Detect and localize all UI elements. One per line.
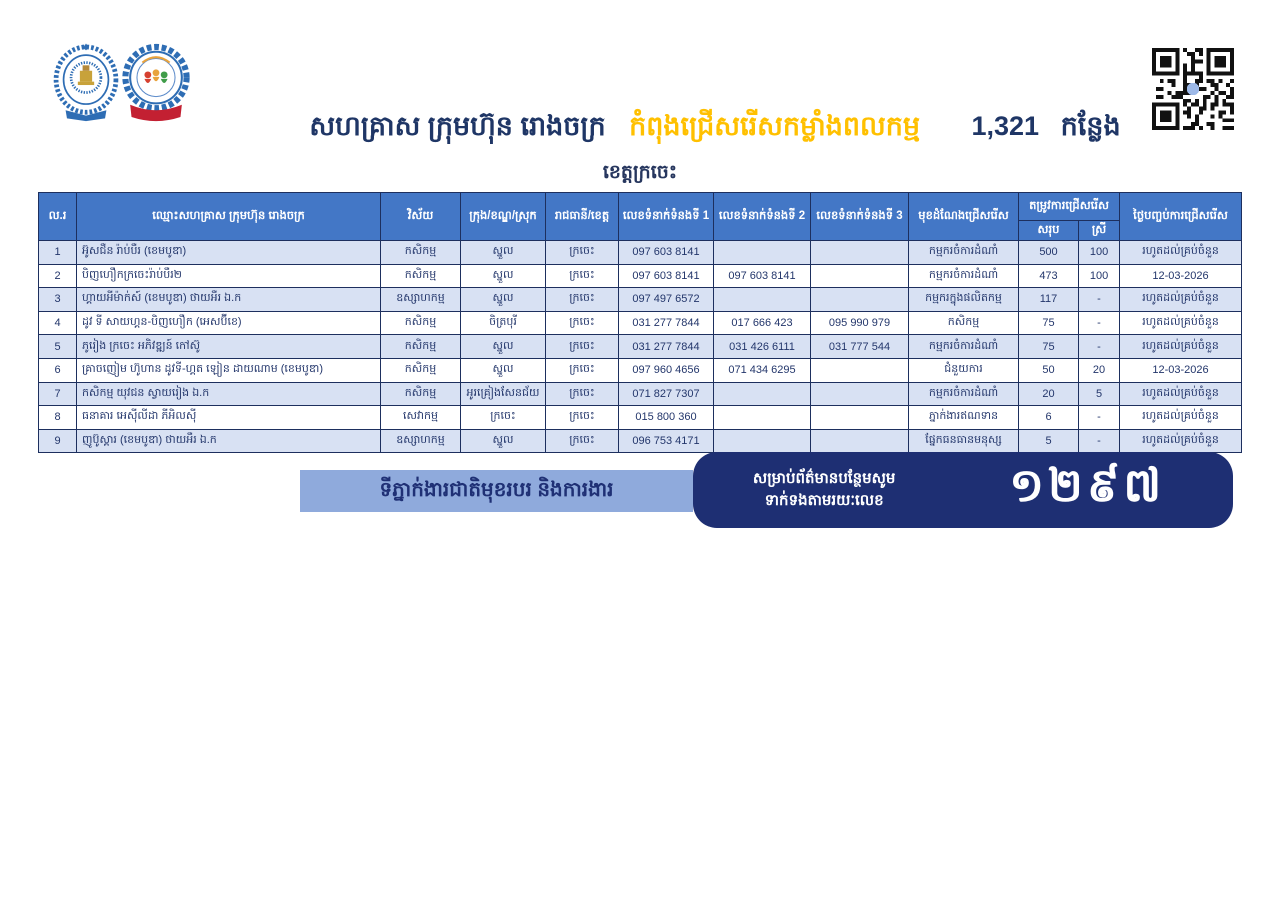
cell-deadline: រហូតដល់គ្រប់ចំនួន <box>1120 429 1242 453</box>
cell-district: ស្នួល <box>461 358 546 382</box>
cell-phone3: 031 777 544 <box>811 335 909 359</box>
ministry-logo <box>52 42 120 124</box>
cell-phone3 <box>811 406 909 430</box>
header-female: ស្រី <box>1079 221 1120 241</box>
cell-phone1: 097 497 6572 <box>619 288 714 312</box>
header-district: ក្រុង/ខណ្ឌ/ស្រុក <box>461 193 546 241</box>
cell-phone1: 071 827 7307 <box>619 382 714 406</box>
header-position: មុខដំណែងជ្រើសរើស <box>909 193 1019 241</box>
cell-district: ស្នួល <box>461 429 546 453</box>
cell-female: - <box>1079 311 1120 335</box>
cell-female: 20 <box>1079 358 1120 382</box>
cell-female: 100 <box>1079 241 1120 265</box>
hotline-number: ១២៩៧ <box>1009 458 1166 511</box>
table-row <box>39 264 1242 288</box>
cell-province: ក្រចេះ <box>546 382 619 406</box>
province-subtitle: ខេត្តក្រចេះ <box>602 162 678 183</box>
cell-phone3 <box>811 264 909 288</box>
cell-province: ក្រចេះ <box>546 429 619 453</box>
title-highlight: កំពុងជ្រើសរើសកម្លាំងពលកម្ម <box>629 111 920 141</box>
cell-sector: ឧស្សាហកម្ម <box>381 429 461 453</box>
table-row <box>39 406 1242 430</box>
cell-district: ស្នួល <box>461 241 546 265</box>
cell-deadline: 12-03-2026 <box>1120 264 1242 288</box>
cell-district: ស្នួល <box>461 264 546 288</box>
table-row <box>39 358 1242 382</box>
cell-total: 473 <box>1019 264 1079 288</box>
cell-name: អ៊ូសជឺន រ៉ាប់បឺរ (ខេមបូឌា) <box>77 241 381 265</box>
cell-total: 5 <box>1019 429 1079 453</box>
cell-sector: កសិកម្ម <box>381 358 461 382</box>
cell-no: 3 <box>39 288 77 312</box>
table-row <box>39 429 1242 453</box>
table-row <box>39 311 1242 335</box>
cell-no: 2 <box>39 264 77 288</box>
cell-no: 9 <box>39 429 77 453</box>
jobs-table <box>38 192 1242 453</box>
header-deadline: ថ្ងៃបញ្ចប់ការជ្រើសរើស <box>1120 193 1242 241</box>
cell-phone1: 015 800 360 <box>619 406 714 430</box>
title-prefix: សហគ្រាស ក្រុមហ៊ុន រោងចក្រ <box>309 111 606 141</box>
agency-banner <box>300 470 693 512</box>
cell-name: ហ្គាយអីម៉ាក់ស៍ (ខេមបូឌា) ថាយអឺរ ឯ.ក <box>77 288 381 312</box>
cell-female: - <box>1079 429 1120 453</box>
cell-phone2: 071 434 6295 <box>714 358 811 382</box>
cell-sector: កសិកម្ម <box>381 241 461 265</box>
vacancy-unit: កន្លែង <box>1060 111 1121 141</box>
cell-total: 75 <box>1019 311 1079 335</box>
cell-phone3 <box>811 382 909 406</box>
cell-district: ស្នួល <box>461 288 546 312</box>
header-phone1: លេខទំនាក់ទំនងទី 1 <box>619 193 714 241</box>
cell-deadline: រហូតដល់គ្រប់ចំនួន <box>1120 311 1242 335</box>
cell-phone3 <box>811 358 909 382</box>
cell-name: ញូប៊ូស្គារ (ខេមបូឌា) ថាយអឺរ ឯ.ក <box>77 429 381 453</box>
cell-no: 1 <box>39 241 77 265</box>
cell-deadline: រហូតដល់គ្រប់ចំនួន <box>1120 406 1242 430</box>
cell-no: 6 <box>39 358 77 382</box>
cell-deadline: រហូតដល់គ្រប់ចំនួន <box>1120 382 1242 406</box>
cell-name: កសិកម្ម យុវជន ស្វាយរៀង ឯ.ក <box>77 382 381 406</box>
cell-sector: កសិកម្ម <box>381 335 461 359</box>
cell-female: 100 <box>1079 264 1120 288</box>
header-province: រាជធានី/ខេត្ត <box>546 193 619 241</box>
cell-deadline: រហូតដល់គ្រប់ចំនួន <box>1120 241 1242 265</box>
hotline-label-line1: សម្រាប់ព័ត៌មានបន្ថែមសូម <box>752 469 896 487</box>
cell-name: ដូវ ទី សាយហ្គន-បិញហឿក (អេសប៊ីខេ) <box>77 311 381 335</box>
cell-sector: សេវាកម្ម <box>381 406 461 430</box>
cell-phone2: 097 603 8141 <box>714 264 811 288</box>
cell-female: - <box>1079 335 1120 359</box>
cell-phone1: 031 277 7844 <box>619 335 714 359</box>
cell-position: ភ្នាក់ងារឥណទាន <box>909 406 1019 430</box>
cell-district: អូរគ្រៀងសែនជ័យ <box>461 382 546 406</box>
cell-phone2 <box>714 429 811 453</box>
cell-female: - <box>1079 406 1120 430</box>
hotline-label-line2: ទាក់ទងតាមរយៈលេខ <box>764 492 884 509</box>
cell-total: 117 <box>1019 288 1079 312</box>
header-total: សរុប <box>1019 221 1079 241</box>
cell-phone2 <box>714 288 811 312</box>
cell-position: កម្មករចំការដំណាំ <box>909 264 1019 288</box>
header-demand: តម្រូវការជ្រើសរើស <box>1019 193 1120 221</box>
header-phone3: លេខទំនាក់ទំនងទី 3 <box>811 193 909 241</box>
cell-total: 20 <box>1019 382 1079 406</box>
table-body <box>39 241 1242 453</box>
header-sector: វិស័យ <box>381 193 461 241</box>
cell-sector: កសិកម្ម <box>381 311 461 335</box>
cell-phone2: 031 426 6111 <box>714 335 811 359</box>
table-row <box>39 335 1242 359</box>
cell-total: 75 <box>1019 335 1079 359</box>
cell-position: កម្មករចំការដំណាំ <box>909 335 1019 359</box>
cell-no: 4 <box>39 311 77 335</box>
vacancy-count: 1,321 <box>971 111 1040 141</box>
cell-province: ក្រចេះ <box>546 288 619 312</box>
cell-sector: ឧស្សាហកម្ម <box>381 288 461 312</box>
cell-position: កសិកម្ម <box>909 311 1019 335</box>
cell-province: ក្រចេះ <box>546 358 619 382</box>
cell-province: ក្រចេះ <box>546 335 619 359</box>
cell-female: - <box>1079 288 1120 312</box>
cell-province: ក្រចេះ <box>546 311 619 335</box>
cell-position: កម្មករក្នុងផលិតកម្ម <box>909 288 1019 312</box>
cell-province: ក្រចេះ <box>546 406 619 430</box>
cell-name: ភូរៀង ក្រចេះ អភិវឌ្ឍន៍ កៅស៊ូ <box>77 335 381 359</box>
cell-phone3 <box>811 429 909 453</box>
cell-total: 50 <box>1019 358 1079 382</box>
cell-sector: កសិកម្ម <box>381 382 461 406</box>
cell-deadline: រហូតដល់គ្រប់ចំនួន <box>1120 288 1242 312</box>
cell-phone1: 031 277 7844 <box>619 311 714 335</box>
header-phone2: លេខទំនាក់ទំនងទី 2 <box>714 193 811 241</box>
cell-phone2 <box>714 241 811 265</box>
table-row <box>39 382 1242 406</box>
cell-position: កម្មករចំការដំណាំ <box>909 241 1019 265</box>
cell-female: 5 <box>1079 382 1120 406</box>
cell-sector: កសិកម្ម <box>381 264 461 288</box>
cell-district: ចិត្របុរី <box>461 311 546 335</box>
cell-phone3: 095 990 979 <box>811 311 909 335</box>
cell-phone3 <box>811 241 909 265</box>
hotline-label <box>693 468 941 513</box>
cell-district: ក្រចេះ <box>461 406 546 430</box>
cell-district: ស្នួល <box>461 335 546 359</box>
cell-phone1: 097 603 8141 <box>619 264 714 288</box>
cell-position: កម្មករចំការដំណាំ <box>909 382 1019 406</box>
header-name: ឈ្មោះសហគ្រាស ក្រុមហ៊ុន រោងចក្រ <box>77 193 381 241</box>
cell-position: ជំនួយការ <box>909 358 1019 382</box>
cell-no: 8 <box>39 406 77 430</box>
cell-no: 5 <box>39 335 77 359</box>
hotline-banner <box>693 452 1233 528</box>
cell-position: ផ្នែកធនធានមនុស្ស <box>909 429 1019 453</box>
cell-name: ធនាគារ អេស៊ីលីដា ភីអិលស៊ី <box>77 406 381 430</box>
cell-name: គ្រាចញៀម ហ៊ូហាន ដូវទី-ហ្គត ឡៀន ដាយណាម (ខេមបូឌា) <box>77 358 381 382</box>
cell-name: បិញហឿកក្រចេះរ៉ាប់បឺរ២ <box>77 264 381 288</box>
cell-deadline: 12-03-2026 <box>1120 358 1242 382</box>
agency-name: ទីភ្នាក់ងារជាតិមុខរបរ និងការងារ <box>379 479 614 501</box>
cell-phone3 <box>811 288 909 312</box>
table-row <box>39 241 1242 265</box>
table-row <box>39 288 1242 312</box>
header-no: ល.រ <box>39 193 77 241</box>
cell-no: 7 <box>39 382 77 406</box>
cell-province: ក្រចេះ <box>546 241 619 265</box>
cell-phone2: 017 666 423 <box>714 311 811 335</box>
page-title <box>150 110 1280 149</box>
cell-province: ក្រចេះ <box>546 264 619 288</box>
table-header <box>39 193 1242 241</box>
cell-phone1: 097 603 8141 <box>619 241 714 265</box>
cell-total: 6 <box>1019 406 1079 430</box>
cell-total: 500 <box>1019 241 1079 265</box>
cell-phone1: 097 960 4656 <box>619 358 714 382</box>
cell-phone2 <box>714 406 811 430</box>
cell-phone2 <box>714 382 811 406</box>
cell-deadline: រហូតដល់គ្រប់ចំនួន <box>1120 335 1242 359</box>
cell-phone1: 096 753 4171 <box>619 429 714 453</box>
